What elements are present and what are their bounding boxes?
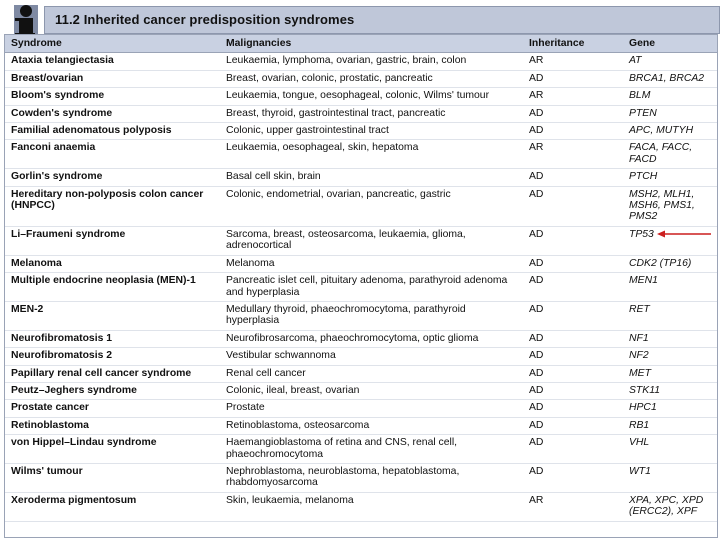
table-row: [5, 382, 717, 399]
syndrome-cell: Bloom's syndrome: [5, 88, 220, 105]
table-row: [5, 140, 717, 169]
inheritance-cell: AD: [523, 417, 623, 434]
malignancies-cell: Neurofibrosarcoma, phaeochromocytoma, optic glioma: [220, 330, 523, 347]
table-row: [5, 186, 717, 226]
syndrome-cell: Peutz–Jeghers syndrome: [5, 382, 220, 399]
syndrome-cell: Xeroderma pigmentosum: [5, 492, 220, 521]
malignancies-cell: Breast, thyroid, gastrointestinal tract, pancreatic: [220, 105, 523, 122]
gene-cell: RB1: [623, 417, 717, 434]
syndrome-cell: Neurofibromatosis 2: [5, 348, 220, 365]
inheritance-cell: AD: [523, 365, 623, 382]
inheritance-cell: AD: [523, 186, 623, 226]
malignancies-cell: Sarcoma, breast, osteosarcoma, leukaemia, glioma, adrenocortical: [220, 226, 523, 255]
malignancies-cell: Colonic, upper gastrointestinal tract: [220, 123, 523, 140]
table-row: [5, 492, 717, 521]
gene-cell: MSH2, MLH1, MSH6, PMS1, PMS2: [623, 186, 717, 226]
syndrome-cell: Multiple endocrine neoplasia (MEN)-1: [5, 273, 220, 302]
gene-cell: NF1: [623, 330, 717, 347]
table-row: [5, 400, 717, 417]
table-row: [5, 273, 717, 302]
inheritance-cell: AD: [523, 226, 623, 255]
syndrome-cell: Li–Fraumeni syndrome: [5, 226, 220, 255]
table-row: [5, 435, 717, 464]
syndrome-cell: Hereditary non-polyposis colon cancer (HNPCC): [5, 186, 220, 226]
gene-cell: NF2: [623, 348, 717, 365]
table-row: [5, 348, 717, 365]
gene-cell: TP53: [623, 226, 717, 255]
gene-cell: RET: [623, 301, 717, 330]
syndromes-table-container: [4, 34, 718, 538]
header-inheritance: Inheritance: [523, 35, 623, 53]
gene-cell: PTEN: [623, 105, 717, 122]
table-row: [5, 169, 717, 186]
malignancies-cell: Leukaemia, oesophageal, skin, hepatoma: [220, 140, 523, 169]
inheritance-cell: AD: [523, 123, 623, 140]
malignancies-cell: Breast, ovarian, colonic, prostatic, pancreatic: [220, 70, 523, 87]
inheritance-cell: AD: [523, 255, 623, 272]
inheritance-cell: AR: [523, 140, 623, 169]
table-row: [5, 53, 717, 70]
inheritance-cell: AD: [523, 435, 623, 464]
malignancies-cell: Pancreatic islet cell, pituitary adenoma, parathyroid adenoma and hyperplasia: [220, 273, 523, 302]
table-row: [5, 226, 717, 255]
malignancies-cell: Colonic, endometrial, ovarian, pancreatic, gastric: [220, 186, 523, 226]
title-bar: [44, 6, 720, 34]
table-row: [5, 70, 717, 87]
gene-cell: VHL: [623, 435, 717, 464]
syndromes-table: [5, 35, 717, 522]
gene-cell: FACA, FACC, FACD: [623, 140, 717, 169]
table-row: [5, 88, 717, 105]
malignancies-cell: Basal cell skin, brain: [220, 169, 523, 186]
malignancies-cell: Colonic, ileal, breast, ovarian: [220, 382, 523, 399]
syndrome-cell: Melanoma: [5, 255, 220, 272]
malignancies-cell: Leukaemia, lymphoma, ovarian, gastric, brain, colon: [220, 53, 523, 70]
inheritance-cell: AR: [523, 88, 623, 105]
gene-cell: AT: [623, 53, 717, 70]
syndrome-cell: von Hippel–Lindau syndrome: [5, 435, 220, 464]
table-row: [5, 417, 717, 434]
malignancies-cell: Skin, leukaemia, melanoma: [220, 492, 523, 521]
malignancies-cell: Nephroblastoma, neuroblastoma, hepatoblastoma, rhabdomyosarcoma: [220, 463, 523, 492]
inheritance-cell: AD: [523, 169, 623, 186]
table-header-row: [5, 35, 717, 53]
syndrome-cell: Cowden's syndrome: [5, 105, 220, 122]
inheritance-cell: AD: [523, 382, 623, 399]
syndrome-cell: Familial adenomatous polyposis: [5, 123, 220, 140]
table-row: [5, 301, 717, 330]
arrow-left-icon: [657, 229, 711, 239]
malignancies-cell: Retinoblastoma, osteosarcoma: [220, 417, 523, 434]
syndrome-cell: Retinoblastoma: [5, 417, 220, 434]
header-gene: Gene: [623, 35, 717, 53]
syndrome-cell: Wilms' tumour: [5, 463, 220, 492]
gene-cell: MET: [623, 365, 717, 382]
gene-cell: BRCA1, BRCA2: [623, 70, 717, 87]
syndrome-cell: Neurofibromatosis 1: [5, 330, 220, 347]
table-row: [5, 463, 717, 492]
inheritance-cell: AR: [523, 53, 623, 70]
syndrome-cell: Gorlin's syndrome: [5, 169, 220, 186]
inheritance-cell: AD: [523, 70, 623, 87]
gene-cell: CDK2 (TP16): [623, 255, 717, 272]
inheritance-cell: AD: [523, 348, 623, 365]
header-syndrome: Syndrome: [5, 35, 220, 53]
syndrome-cell: Ataxia telangiectasia: [5, 53, 220, 70]
gene-cell: HPC1: [623, 400, 717, 417]
syndrome-cell: Fanconi anaemia: [5, 140, 220, 169]
malignancies-cell: Medullary thyroid, phaeochromocytoma, parathyroid hyperplasia: [220, 301, 523, 330]
malignancies-cell: Vestibular schwannoma: [220, 348, 523, 365]
table-row: [5, 255, 717, 272]
gene-cell: APC, MUTYH: [623, 123, 717, 140]
header-malignancies: Malignancies: [220, 35, 523, 53]
gene-cell: XPA, XPC, XPD (ERCC2), XPF: [623, 492, 717, 521]
inheritance-cell: AD: [523, 273, 623, 302]
syndrome-cell: Prostate cancer: [5, 400, 220, 417]
syndrome-cell: Breast/ovarian: [5, 70, 220, 87]
malignancies-cell: Prostate: [220, 400, 523, 417]
inheritance-cell: AD: [523, 330, 623, 347]
info-i-icon: [4, 2, 44, 38]
inheritance-cell: AD: [523, 301, 623, 330]
gene-cell: BLM: [623, 88, 717, 105]
gene-cell: MEN1: [623, 273, 717, 302]
malignancies-cell: Melanoma: [220, 255, 523, 272]
syndrome-cell: MEN-2: [5, 301, 220, 330]
table-row: [5, 330, 717, 347]
malignancies-cell: Haemangioblastoma of retina and CNS, renal cell, phaeochromocytoma: [220, 435, 523, 464]
gene-cell: WT1: [623, 463, 717, 492]
table-title: 11.2 Inherited cancer predisposition syndromes: [55, 12, 355, 27]
inheritance-cell: AD: [523, 105, 623, 122]
gene-cell: PTCH: [623, 169, 717, 186]
table-row: [5, 123, 717, 140]
inheritance-cell: AR: [523, 492, 623, 521]
table-row: [5, 365, 717, 382]
table-row: [5, 105, 717, 122]
malignancies-cell: Leukaemia, tongue, oesophageal, colonic, Wilms' tumour: [220, 88, 523, 105]
gene-cell: STK11: [623, 382, 717, 399]
inheritance-cell: AD: [523, 463, 623, 492]
inheritance-cell: AD: [523, 400, 623, 417]
syndrome-cell: Papillary renal cell cancer syndrome: [5, 365, 220, 382]
malignancies-cell: Renal cell cancer: [220, 365, 523, 382]
table-body: [5, 53, 717, 521]
